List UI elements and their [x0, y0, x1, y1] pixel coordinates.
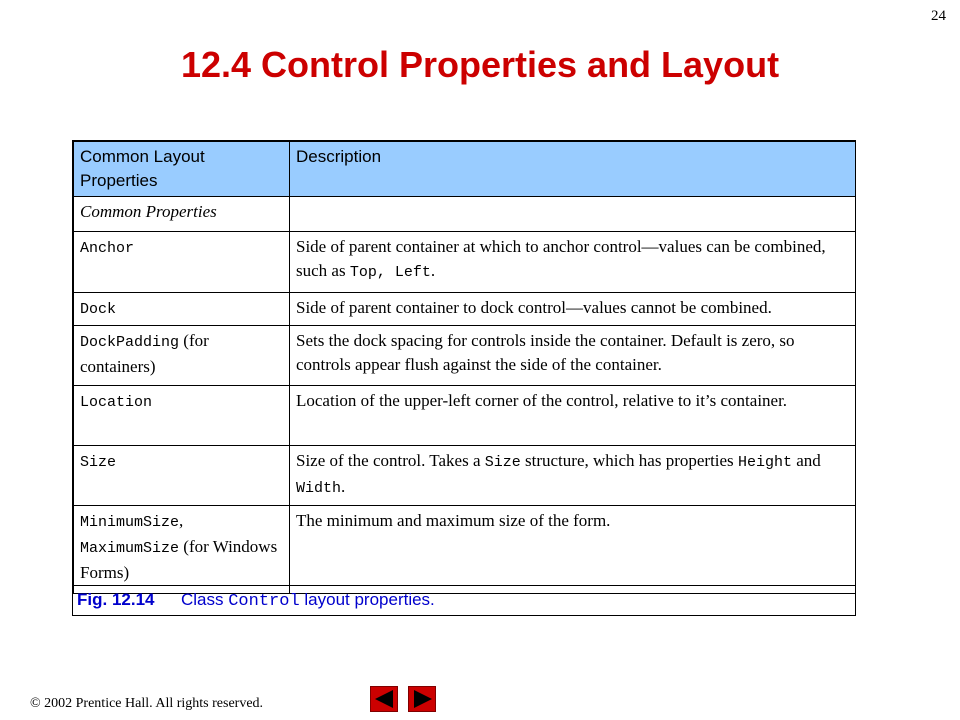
properties-table-frame: [72, 140, 856, 616]
property-name: MinimumSize, MaximumSize (for Windows Forms): [74, 506, 290, 594]
section-label: Common Properties: [74, 197, 290, 232]
table-row: [74, 197, 856, 232]
properties-table: [73, 141, 856, 594]
property-name: [74, 326, 290, 386]
copyright-footer: © 2002 Prentice Hall. All rights reserved.: [30, 696, 264, 711]
slide-title: 12.4 Control Properties and Layout: [180, 44, 780, 85]
inline-code: Height: [737, 454, 792, 471]
inline-code: Size: [484, 454, 521, 471]
property-description: Location of the upper-left corner of the control, relative to it’s container.: [290, 386, 856, 446]
property-note: (for Windows Forms): [80, 537, 278, 582]
property-description: The minimum and maximum size of the form.: [290, 506, 856, 594]
table-header-row: [74, 142, 856, 197]
property-code: MinimumSize: [80, 514, 180, 531]
table-row: [74, 506, 856, 594]
table-row: [74, 293, 856, 326]
inline-code: Control: [228, 592, 300, 611]
page-number: 24: [931, 8, 946, 24]
property-code: Size: [80, 454, 117, 471]
previous-slide-button[interactable]: [370, 686, 398, 712]
property-name: [74, 293, 290, 326]
left-arrow-icon: [375, 690, 393, 708]
table-row: [74, 386, 856, 446]
property-description: Side of parent container at which to anchor control—values can be combined, such as Top, Left.: [290, 232, 856, 293]
table-row: [74, 232, 856, 293]
next-slide-button[interactable]: [408, 686, 436, 712]
right-arrow-icon: [414, 690, 432, 708]
property-description: Sets the dock spacing for controls inside the container. Default is zero, so controls appear flush against the side of the container.: [290, 326, 856, 386]
property-note: (for containers): [80, 331, 209, 376]
header-properties: Common Layout Properties: [74, 142, 290, 197]
property-description: Side of parent container to dock control—values cannot be combined.: [290, 293, 856, 326]
property-name: [74, 386, 290, 446]
table-row: [74, 326, 856, 386]
property-code: Dock: [80, 301, 117, 318]
property-description: Size of the control. Takes a Size structure, which has properties Height and Width.: [290, 446, 856, 506]
inline-code: Width: [296, 480, 342, 497]
property-code: Location: [80, 394, 153, 411]
figure-caption: [73, 585, 855, 616]
property-code: Anchor: [80, 240, 135, 257]
property-code: MaximumSize: [80, 540, 180, 557]
property-name: [74, 446, 290, 506]
property-code: DockPadding: [80, 334, 180, 351]
figure-label: Fig. 12.14: [77, 590, 155, 609]
section-empty-cell: [290, 197, 856, 232]
inline-code: Top, Left: [349, 264, 431, 281]
header-description: Description: [290, 142, 856, 197]
table-row: [74, 446, 856, 506]
figure-caption-text: Class Control layout properties.: [181, 590, 435, 611]
property-name: [74, 232, 290, 293]
